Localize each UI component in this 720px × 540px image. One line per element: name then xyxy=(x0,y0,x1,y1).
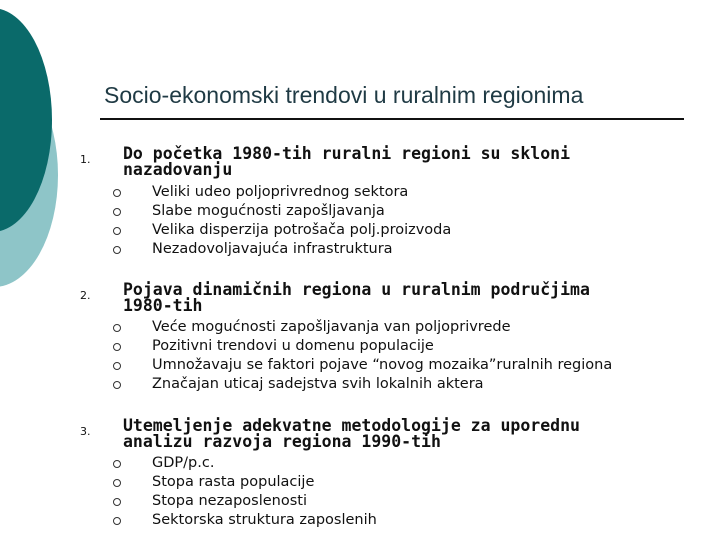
section-heading-line: analizu razvoja regiona 1990-tih xyxy=(123,432,441,451)
section-heading-line: Pojava dinamičnih regiona u ruralnim područjima xyxy=(123,280,590,299)
list-item xyxy=(0,318,720,337)
circle-bullet-icon xyxy=(113,324,121,332)
list-item xyxy=(0,183,720,202)
list-item xyxy=(0,492,720,511)
list-item-text: Značajan uticaj sadejstva svih lokalnih aktera xyxy=(152,376,484,392)
section-number: 2. xyxy=(80,289,91,302)
circle-bullet-icon xyxy=(113,208,121,216)
section-heading-line: Utemeljenje adekvatne metodologije za uporednu xyxy=(123,416,580,435)
list-item-text: Slabe mogućnosti zapošljavanja xyxy=(152,203,385,219)
list-item-text: Veće mogućnosti zapošljavanja van poljoprivrede xyxy=(152,319,511,335)
section-number: 1. xyxy=(80,153,91,166)
list-item xyxy=(0,511,720,530)
title-underline xyxy=(100,118,684,120)
section-heading-line: 1980-tih xyxy=(123,296,203,315)
circle-bullet-icon xyxy=(113,246,121,254)
circle-bullet-icon xyxy=(113,343,121,351)
list-item xyxy=(0,240,720,259)
circle-bullet-icon xyxy=(113,460,121,468)
circle-bullet-icon xyxy=(113,479,121,487)
list-item-text: Sektorska struktura zaposlenih xyxy=(152,512,377,528)
list-item xyxy=(0,375,720,394)
list-item-text: Stopa rasta populacije xyxy=(152,474,315,490)
section-heading xyxy=(123,418,683,450)
list-item xyxy=(0,356,720,375)
list-item-text: Nezadovoljavajuća infrastruktura xyxy=(152,241,393,257)
list-item-text: Velika disperzija potrošača polj.proizvoda xyxy=(152,222,452,238)
circle-bullet-icon xyxy=(113,362,121,370)
list-item xyxy=(0,221,720,240)
list-item-text: Veliki udeo poljoprivrednog sektora xyxy=(152,184,409,200)
circle-bullet-icon xyxy=(113,189,121,197)
slide-title: Socio-ekonomski trendovi u ruralnim regionima xyxy=(104,82,584,108)
list-item-text: GDP/p.c. xyxy=(152,455,215,471)
list-item-text: Umnožavaju se faktori pojave “novog mozaika”ruralnih regiona xyxy=(152,357,613,373)
section-number: 3. xyxy=(80,425,91,438)
circle-bullet-icon xyxy=(113,381,121,389)
list-item xyxy=(0,202,720,221)
section-heading-line: Do početka 1980-tih ruralni regioni su skloni xyxy=(123,144,571,163)
section-heading xyxy=(123,146,683,178)
circle-bullet-icon xyxy=(113,498,121,506)
section-heading-line: nazadovanju xyxy=(123,160,233,179)
section-heading xyxy=(123,282,683,314)
list-item-text: Stopa nezaposlenosti xyxy=(152,493,307,509)
list-item-text: Pozitivni trendovi u domenu populacije xyxy=(152,338,434,354)
list-item xyxy=(0,337,720,356)
list-item xyxy=(0,454,720,473)
circle-bullet-icon xyxy=(113,517,121,525)
circle-bullet-icon xyxy=(113,227,121,235)
list-item xyxy=(0,473,720,492)
